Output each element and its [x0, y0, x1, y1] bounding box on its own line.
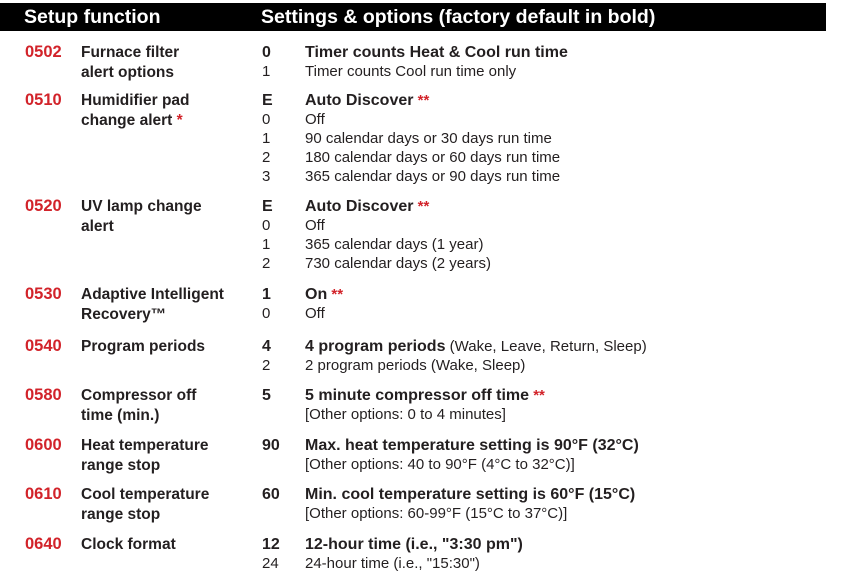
- option-row: [0, 110, 845, 129]
- option-label: Timer counts Heat & Cool run time: [305, 44, 568, 61]
- setting-code: 0580: [25, 386, 62, 404]
- option-label: 24-hour time (i.e., "15:30"): [305, 555, 480, 572]
- option-row: [0, 304, 845, 323]
- setting-code: 0600: [25, 436, 62, 454]
- setting-code: 0540: [25, 337, 62, 355]
- function-line1: Program periods: [81, 338, 206, 355]
- option-value: 0: [262, 44, 271, 61]
- option-row: [0, 436, 845, 455]
- option-row: [0, 148, 845, 167]
- option-text: [305, 455, 575, 474]
- option-row: [0, 235, 845, 254]
- setting-code: 0502: [25, 43, 62, 61]
- option-suffix: (Wake, Leave, Return, Sleep): [445, 338, 647, 355]
- function-line2: range stop: [81, 456, 161, 474]
- option-label: [Other options: 60-99°F (15°C to 37°C)]: [305, 505, 568, 522]
- option-default-text: [305, 337, 647, 356]
- option-value: 12: [262, 536, 280, 553]
- option-row: [0, 337, 845, 356]
- function-line2: Recovery™: [81, 305, 167, 323]
- option-default-text: [305, 285, 343, 304]
- option-label: Max. heat temperature setting is 90°F (32°C): [305, 437, 639, 454]
- footnote-star: **: [417, 92, 430, 109]
- option-text: [305, 405, 506, 424]
- function-line2: change alert: [81, 111, 173, 129]
- option-value: 1: [262, 286, 271, 303]
- setting-code: 0530: [25, 285, 62, 303]
- option-default-text: [305, 436, 639, 455]
- footnote-star: **: [331, 286, 344, 303]
- setting-code: 0610: [25, 485, 62, 503]
- setting-code: 0520: [25, 197, 62, 215]
- option-default-text: [305, 535, 523, 554]
- option-text: [305, 504, 567, 523]
- option-row: [0, 356, 845, 375]
- option-value: 60: [262, 486, 280, 503]
- option-label: Off: [305, 305, 325, 322]
- option-value: 5: [262, 387, 271, 404]
- option-value: E: [262, 198, 273, 215]
- option-value: 0: [262, 111, 271, 128]
- option-row: [0, 167, 845, 186]
- footnote-star: **: [533, 387, 545, 404]
- option-value: 24: [262, 555, 279, 572]
- option-label: 2 program periods (Wake, Sleep): [305, 357, 526, 374]
- function-line1: Adaptive Intelligent: [81, 286, 224, 303]
- option-row: [0, 455, 845, 474]
- function-line1: UV lamp change: [81, 198, 202, 215]
- option-text: [305, 216, 325, 235]
- option-text: [305, 148, 560, 167]
- option-row: [0, 254, 845, 273]
- option-row: [0, 197, 845, 216]
- option-label: On: [305, 286, 328, 303]
- option-row: [0, 129, 845, 148]
- option-text: [305, 554, 480, 573]
- option-default-text: [305, 485, 635, 504]
- function-line1: Heat temperature: [81, 437, 209, 454]
- option-row: [0, 62, 845, 81]
- option-default-text: [305, 386, 545, 405]
- function-line2: time (min.): [81, 406, 160, 424]
- option-text: [305, 129, 552, 148]
- option-text: [305, 62, 516, 81]
- option-row: [0, 386, 845, 405]
- option-value: E: [262, 92, 273, 109]
- option-label: 730 calendar days (2 years): [305, 255, 491, 272]
- option-text: [305, 304, 325, 323]
- option-label: [Other options: 0 to 4 minutes]: [305, 406, 506, 423]
- footnote-star: **: [417, 198, 430, 215]
- option-label: 365 calendar days (1 year): [305, 236, 484, 253]
- option-row: [0, 504, 845, 523]
- option-row: [0, 405, 845, 424]
- option-row: [0, 485, 845, 504]
- option-value: 1: [262, 63, 271, 80]
- function-line2: range stop: [81, 505, 161, 523]
- option-label: 4 program periods: [305, 338, 446, 355]
- option-text: [305, 254, 491, 273]
- option-label: 12-hour time (i.e., "3:30 pm"): [305, 536, 523, 553]
- option-value: 3: [262, 168, 271, 185]
- option-value: 4: [262, 338, 271, 355]
- option-default-text: [305, 197, 429, 216]
- option-label: Auto Discover: [305, 92, 414, 109]
- option-value: 90: [262, 437, 280, 454]
- option-row: [0, 216, 845, 235]
- setting-code: 0640: [25, 535, 62, 553]
- option-value: 1: [262, 130, 271, 147]
- option-text: [305, 110, 325, 129]
- function-line1: Furnace filter: [81, 44, 180, 61]
- option-text: [305, 235, 483, 254]
- option-label: Auto Discover: [305, 198, 414, 215]
- header-setup-function: Setup function: [24, 6, 161, 28]
- option-label: 5 minute compressor off time: [305, 387, 530, 404]
- option-label: Off: [305, 111, 325, 128]
- header-settings-options: Settings & options (factory default in bold): [261, 6, 656, 28]
- table-header: [0, 3, 826, 31]
- option-row: [0, 535, 845, 554]
- option-row: [0, 43, 845, 62]
- option-value: 2: [262, 357, 271, 374]
- option-label: Off: [305, 217, 325, 234]
- option-row: [0, 285, 845, 304]
- option-label: 90 calendar days or 30 days run time: [305, 130, 552, 147]
- function-line1: Compressor off: [81, 387, 197, 404]
- option-value: 2: [262, 255, 271, 272]
- option-value: 2: [262, 149, 271, 166]
- option-label: 180 calendar days or 60 days run time: [305, 149, 561, 166]
- option-label: Min. cool temperature setting is 60°F (15°C): [305, 486, 636, 503]
- function-line1: Clock format: [81, 536, 176, 553]
- function-line2: alert options: [81, 63, 175, 81]
- function-line1: Cool temperature: [81, 486, 210, 503]
- option-row: [0, 554, 845, 573]
- option-row: [0, 91, 845, 110]
- option-label: 365 calendar days or 90 days run time: [305, 168, 561, 185]
- option-default-text: [305, 43, 568, 62]
- footnote-star: *: [176, 111, 183, 129]
- option-value: 0: [262, 305, 271, 322]
- option-value: 1: [262, 236, 271, 253]
- option-label: [Other options: 40 to 90°F (4°C to 32°C)]: [305, 456, 575, 473]
- option-default-text: [305, 91, 429, 110]
- setting-code: 0510: [25, 91, 62, 109]
- function-line1: Humidifier pad: [81, 92, 190, 109]
- function-line2: alert: [81, 217, 114, 235]
- option-text: [305, 356, 525, 375]
- option-text: [305, 167, 560, 186]
- option-label: Timer counts Cool run time only: [305, 63, 517, 80]
- option-value: 0: [262, 217, 271, 234]
